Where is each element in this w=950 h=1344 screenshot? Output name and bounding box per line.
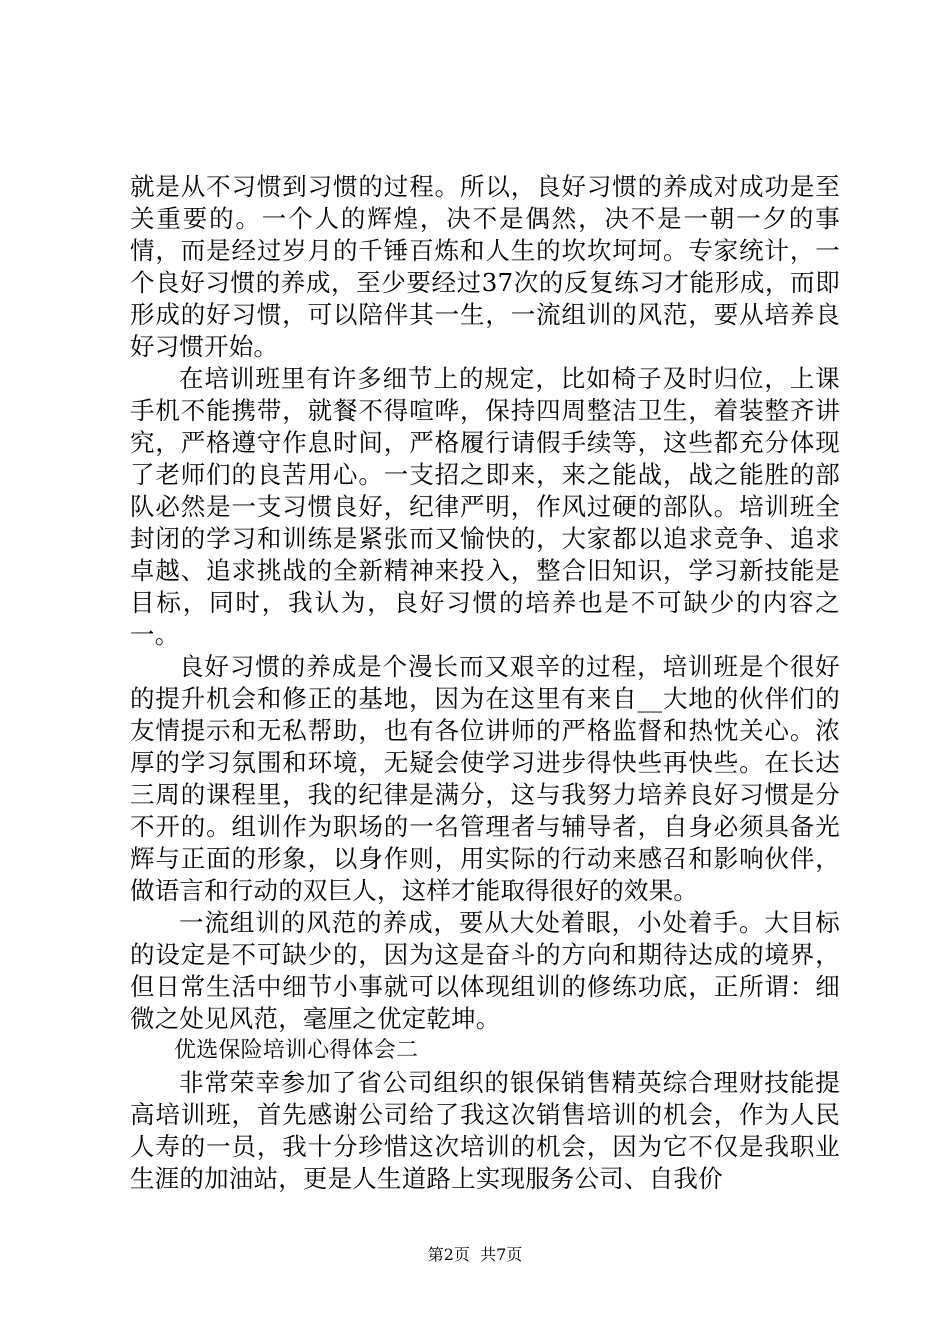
page-footer [0, 1244, 950, 1266]
paragraph-4: 一流组训的风范的养成，要从大处着眼，小处着手。大目标的设定是不可缺少的，因为这是奋斗的方向和期待达成的境界，但日常生活中细节小事就可以体现组训的修练功底，正所谓：细微之处见风范，毫厘之优定乾坤。 [130, 908, 840, 1033]
paragraph-3: 良好习惯的养成是个漫长而又艰辛的过程，培训班是个很好的提升机会和修正的基地，因为在这里有来自__大地的伙伴们的友情提示和无私帮助，也有各位讲师的严格监督和热忱关心。浓厚的学习氛围和环境，无疑会使学习进步得快些再快些。在长达三周的课程里，我的纪律是满分，这与我努力培养良好习惯是分不开的。组训作为职场的一名管理者与辅导者，自身必须具备光辉与正面的形象，以身作则，用实际的行动来感召和影响伙伴，做语言和行动的双巨人，这样才能取得很好的效果。 [130, 652, 840, 905]
document-body [130, 171, 840, 1195]
section-subtitle: 优选保险培训心得体会二 [174, 1038, 419, 1063]
paragraph-2: 在培训班里有许多细节上的规定，比如椅子及时归位，上课手机不能携带，就餐不得喧哗，保持四周整洁卫生，着装整齐讲究，严格遵守作息时间，严格履行请假手续等，这些都充分体现了老师们的良苦用心。一支招之即来，来之能战，战之能胜的部队必然是一支习惯良好，纪律严明，作风过硬的部队。培训班全封闭的学习和训练是紧张而又愉快的，大家都以追求竞争、追求卓越、追求挑战的全新精神来投入，整合旧知识，学习新技能是目标，同时，我认为，良好习惯的培养也是不可缺少的内容之一。 [130, 364, 840, 649]
paragraph-5: 非常荣幸参加了省公司组织的银保销售精英综合理财技能提高培训班，首先感谢公司给了我这次销售培训的机会，作为人民人寿的一员，我十分珍惜这次培训的机会，因为它不仅是我职业生涯的加油站，更是人生道路上实现服务公司、自我价 [130, 1068, 840, 1193]
page-number-label: 第2页 共7页 [427, 1245, 523, 1264]
paragraph-1: 就是从不习惯到习惯的过程。所以，良好习惯的养成对成功是至关重要的。一个人的辉煌，决不是偶然，决不是一朝一夕的事情，而是经过岁月的千锤百炼和人生的坎坎坷坷。专家统计，一个良好习惯的养成，至少要经过37次的反复练习才能形成，而即形成的好习惯，可以陪伴其一生，一流组训的风范，要从培养良好习惯开始。 [130, 172, 840, 361]
